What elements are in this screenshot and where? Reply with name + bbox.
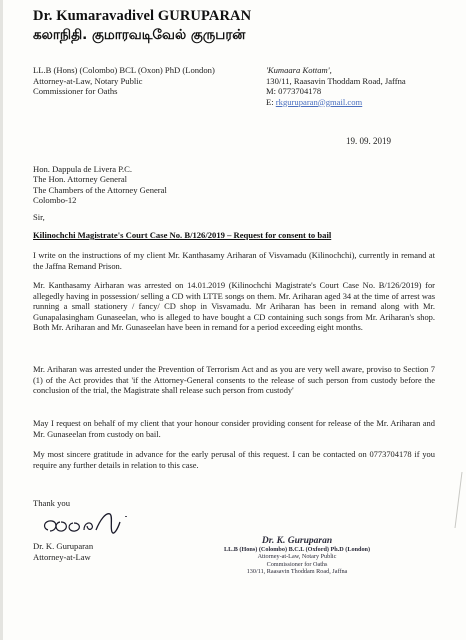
- signer-title: Attorney-at-Law: [33, 551, 91, 562]
- qualification-line: Commissioner for Oaths: [33, 86, 118, 96]
- recipient-line: Colombo-12: [33, 195, 77, 206]
- official-stamp: [192, 536, 402, 576]
- salutation: Sir,: [33, 212, 45, 222]
- stamp-name: Dr. K. Guruparan: [261, 536, 333, 546]
- body-paragraph: Mr. Kanthasamy Airharan was arrested on 14.01.2019 (Kilinochchi Magistrate's Court Case No. B/126/2019) for allegedly having in possession/ selling a CD with LTTE songs on them. Mr. Ariharan aged 34 at the time of arrest was running a small stationery / fancy/ CD shop in Visvamadu. Mr Ariharan has been in remand along with Mr. Gunapalasingham Gunaseelan, who is alleged to have bought a CD containing such songs from Mr. Ariharan's shop. Both Mr. Ariharan and Mr. Gunaseelan have been in remand for a period exceeding eight months.: [33, 280, 435, 333]
- body-paragraph: My most sincere gratitude in advance for the early perusal of this request. I can be contacted on 0773704178 if you require any further details in relation to this case.: [33, 449, 435, 470]
- recipient-line: The Chambers of the Attorney General: [33, 184, 167, 195]
- stamp-line: 130/11, Raasavin Thoddam Road, Jaffna: [246, 568, 348, 576]
- scan-mark: [452, 470, 464, 530]
- qualification-line: LL.B (Hons) (Colombo) BCL (Oxon) PhD (London): [33, 65, 215, 75]
- letterhead-tamil-name: கலாநிதி. குமாரவடிவேல் குருபரன்: [33, 27, 246, 43]
- address-house-name: 'Kumaara Kottam',: [266, 65, 332, 75]
- body-paragraph: I write on the instructions of my client Mr. Kanthasamy Ariharan of Visvamadu (Kilinochchi), currently in remand at the Jaffna Remand Prison.: [33, 250, 435, 271]
- signer-name: Dr. K. Guruparan: [33, 541, 94, 551]
- recipient-line: The Hon. Attorney General: [33, 174, 128, 185]
- letterhead-name: Dr. Kumaravadivel GURUPARAN: [33, 8, 252, 24]
- subject-line: Kilinochchi Magistrate's Court Case No. B/126/2019 – Request for consent to bail: [33, 230, 332, 240]
- recipient-line: Hon. Dappula de Livera P.C.: [33, 164, 133, 174]
- handwritten-signature: [40, 508, 160, 542]
- letterhead-address: [266, 65, 406, 107]
- address-street: 130/11, Raasavin Thoddam Road, Jaffna: [266, 75, 406, 86]
- qualification-line: Attorney-at-Law, Notary Public: [33, 75, 143, 86]
- closing: Thank you: [33, 498, 70, 508]
- address-mobile: M: 0773704178: [266, 86, 322, 96]
- stamp-line: Commissioner for Oaths: [266, 560, 328, 568]
- signer-block: [33, 541, 93, 562]
- letterhead-qualifications: [33, 65, 215, 97]
- email-link[interactable]: rkguruparan@gmail.com: [275, 96, 363, 107]
- stamp-line: Attorney-at-Law, Notary Public: [257, 553, 337, 561]
- email-label: E:: [266, 96, 276, 107]
- body-paragraph: Mr. Ariharan was arrested under the Prevention of Terrorism Act and as you are very well aware, proviso to Section 7 (1) of the Act provides that 'if the Attorney-General consents to the release of such person from custody before the conclusion of the trial, the Magistrate shall release such person from custody': [33, 364, 435, 396]
- letter-date: 19. 09. 2019: [346, 136, 391, 146]
- address-email: [266, 97, 406, 108]
- stamp-line: LL.B (Hons) (Colombo) B.C.L (Oxford) Ph.D (London): [223, 546, 371, 553]
- recipient-address: [33, 164, 167, 206]
- body-paragraph: May I request on behalf of my client that your honour consider providing consent for release of the Mr. Ariharan and Mr. Gunaseelan from custody on bail.: [33, 418, 435, 439]
